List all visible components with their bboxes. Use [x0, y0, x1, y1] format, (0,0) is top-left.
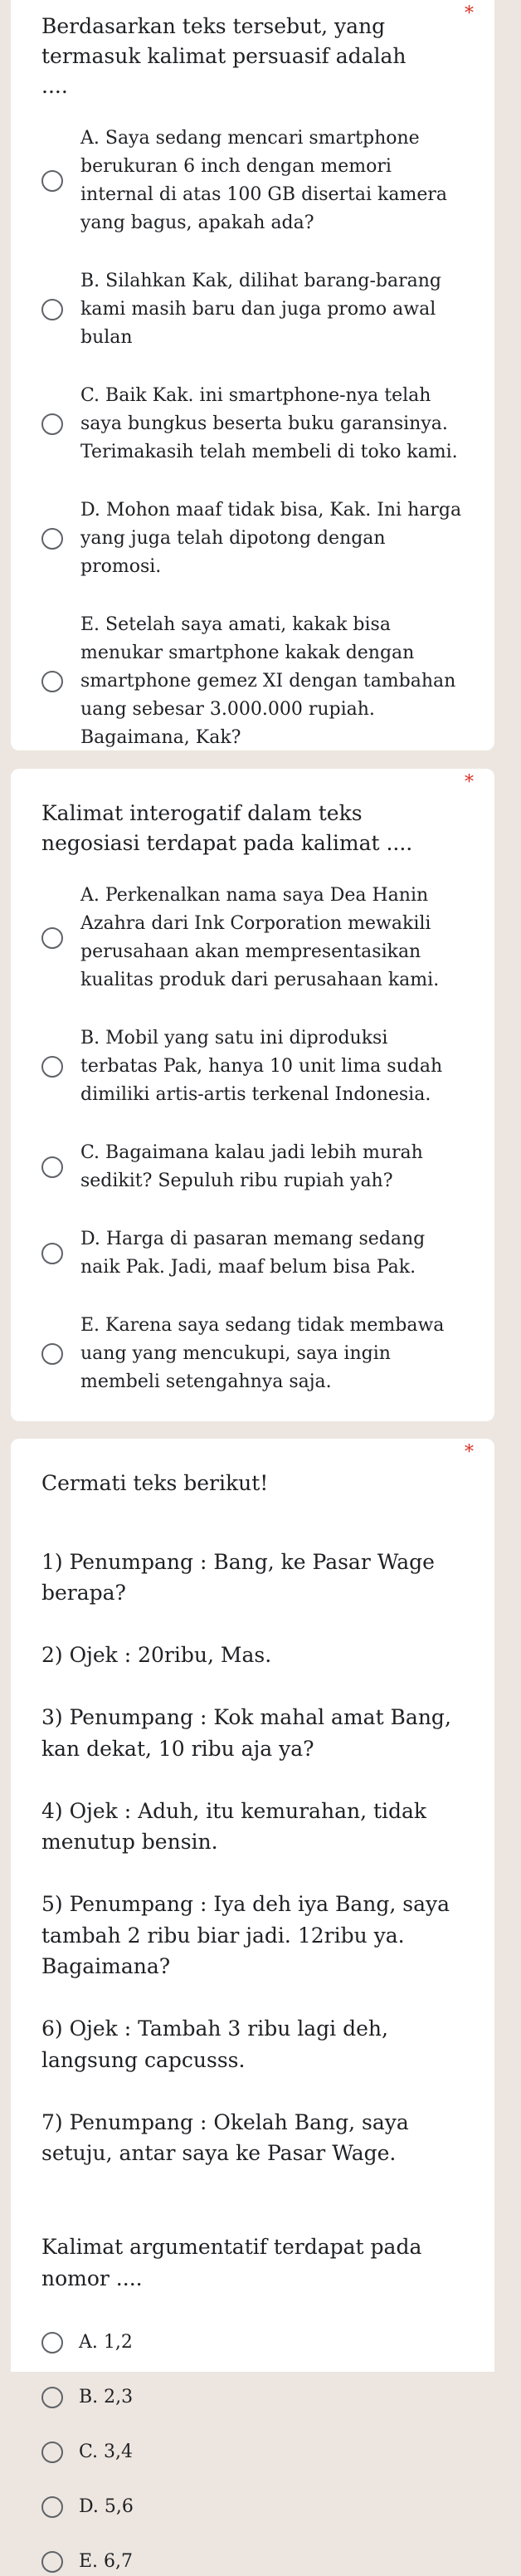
- option-b[interactable]: [41, 267, 464, 352]
- option-label: D. Mohon maaf tidak bisa, Kak. Ini harga yang juga telah dipotong dengan promosi.: [80, 500, 462, 577]
- dialogue-line: 4) Ojek : Aduh, itu kemurahan, tidak menutup bensin.: [41, 1798, 427, 1854]
- option-e[interactable]: [41, 2548, 464, 2576]
- question-title: [41, 0, 474, 101]
- question-card-1: [11, 0, 494, 750]
- option-label: D. Harga di pasaran memang sedang naik Pak. Jadi, maaf belum bisa Pak.: [80, 1229, 426, 1278]
- radio-button[interactable]: [41, 2496, 63, 2518]
- radio-button[interactable]: [41, 413, 63, 435]
- option-c[interactable]: [41, 2438, 464, 2466]
- radio-group: [41, 2329, 464, 2576]
- required-asterisk: *: [465, 1442, 474, 1463]
- dialogue-line: 7) Penumpang : Okelah Bang, saya setuju, antar saya ke Pasar Wage.: [41, 2109, 409, 2165]
- required-asterisk: *: [465, 3, 474, 24]
- option-label: B. Mobil yang satu ini diproduksi terbatas Pak, hanya 10 unit lima sudah dimiliki artis-artis terkenal Indonesia.: [80, 1028, 443, 1105]
- radio-button[interactable]: [41, 1243, 63, 1264]
- radio-button[interactable]: [41, 1343, 63, 1365]
- dialogue-line: 3) Penumpang : Kok mahal amat Bang, kan dekat, 10 ribu aja ya?: [41, 1705, 451, 1761]
- question-card-3: [11, 1439, 494, 2572]
- option-label: B. 2,3: [79, 2387, 134, 2407]
- option-label: C. Bagaimana kalau jadi lebih murah sedikit? Sepuluh ribu rupiah yah?: [80, 1142, 423, 1191]
- dialogue-line: 2) Ojek : 20ribu, Mas.: [41, 1643, 272, 1667]
- option-label: C. 3,4: [79, 2442, 134, 2462]
- required-asterisk: *: [465, 772, 474, 793]
- option-c[interactable]: [41, 382, 464, 467]
- option-e[interactable]: [41, 611, 464, 752]
- radio-group: [41, 882, 464, 1396]
- radio-button[interactable]: [41, 927, 63, 949]
- option-label: A. 1,2: [79, 2332, 133, 2353]
- radio-button[interactable]: [41, 1156, 63, 1178]
- radio-button[interactable]: [41, 170, 63, 192]
- question-title-text: Berdasarkan teks tersebut, yang termasuk kalimat persuasif adalah ....: [41, 14, 407, 98]
- option-d[interactable]: [41, 496, 464, 581]
- option-a[interactable]: [41, 125, 464, 237]
- option-c[interactable]: [41, 1139, 464, 1195]
- dialogue-passage: [41, 1515, 464, 2200]
- option-a[interactable]: [41, 2329, 464, 2357]
- option-label: E. 6,7: [79, 2551, 134, 2572]
- option-label: E. Karena saya sedang tidak membawa uang yang mencukupi, saya ingin membeli setengahnya saja.: [80, 1315, 445, 1392]
- option-label: C. Baik Kak. ini smartphone-nya telah saya bungkus beserta buku garansinya. Terimakasih telah membeli di toko kami.: [80, 385, 458, 462]
- question-title: [41, 1439, 474, 1498]
- dialogue-line: 5) Penumpang : Iya deh iya Bang, saya tambah 2 ribu biar jadi. 12ribu ya. Bagaimana?: [41, 1892, 450, 1978]
- radio-button[interactable]: [41, 2442, 63, 2463]
- option-d[interactable]: [41, 1225, 464, 1282]
- option-e[interactable]: [41, 1312, 464, 1396]
- dialogue-line: 1) Penumpang : Bang, ke Pasar Wage berapa?: [41, 1549, 435, 1605]
- dialogue-line: 6) Ojek : Tambah 3 ribu lagi deh, langsung capcusss.: [41, 2016, 388, 2072]
- radio-button[interactable]: [41, 1056, 63, 1078]
- option-a[interactable]: [41, 882, 464, 995]
- option-label: A. Perkenalkan nama saya Dea Hanin Azahra dari Ink Corporation mewakili perusahaan akan mempresentasikan kualitas produk dari perusahaan kami.: [80, 885, 440, 990]
- radio-button[interactable]: [41, 2332, 63, 2354]
- question-title: [41, 769, 474, 858]
- option-label: A. Saya sedang mencari smartphone berukuran 6 inch dengan memori internal di atas 100 GB disertai kamera yang bagus, apakah ada?: [80, 128, 447, 233]
- radio-button[interactable]: [41, 671, 63, 692]
- option-label: D. 5,6: [79, 2496, 134, 2517]
- radio-button[interactable]: [41, 299, 63, 320]
- option-b[interactable]: [41, 2383, 464, 2412]
- radio-button[interactable]: [41, 2387, 63, 2408]
- question-prompt: Kalimat argumentatif terdapat pada nomor ....: [41, 2235, 422, 2290]
- radio-button[interactable]: [41, 2551, 63, 2573]
- option-d[interactable]: [41, 2493, 464, 2521]
- question-card-2: [11, 769, 494, 1421]
- option-label: B. Silahkan Kak, dilihat barang-barang kami masih baru dan juga promo awal bulan: [80, 271, 441, 348]
- question-title-text: Kalimat interogatif dalam teks negosiasi terdapat pada kalimat ....: [41, 801, 413, 855]
- radio-group: [41, 125, 464, 752]
- option-label: E. Setelah saya amati, kakak bisa menukar smartphone kakak dengan smartphone gemez XI dengan tambahan uang sebesar 3.000.000 rupiah. Bagaimana, Kak?: [80, 614, 456, 748]
- option-b[interactable]: [41, 1024, 464, 1109]
- question-title-text: Cermati teks berikut!: [41, 1471, 269, 1495]
- radio-button[interactable]: [41, 528, 63, 550]
